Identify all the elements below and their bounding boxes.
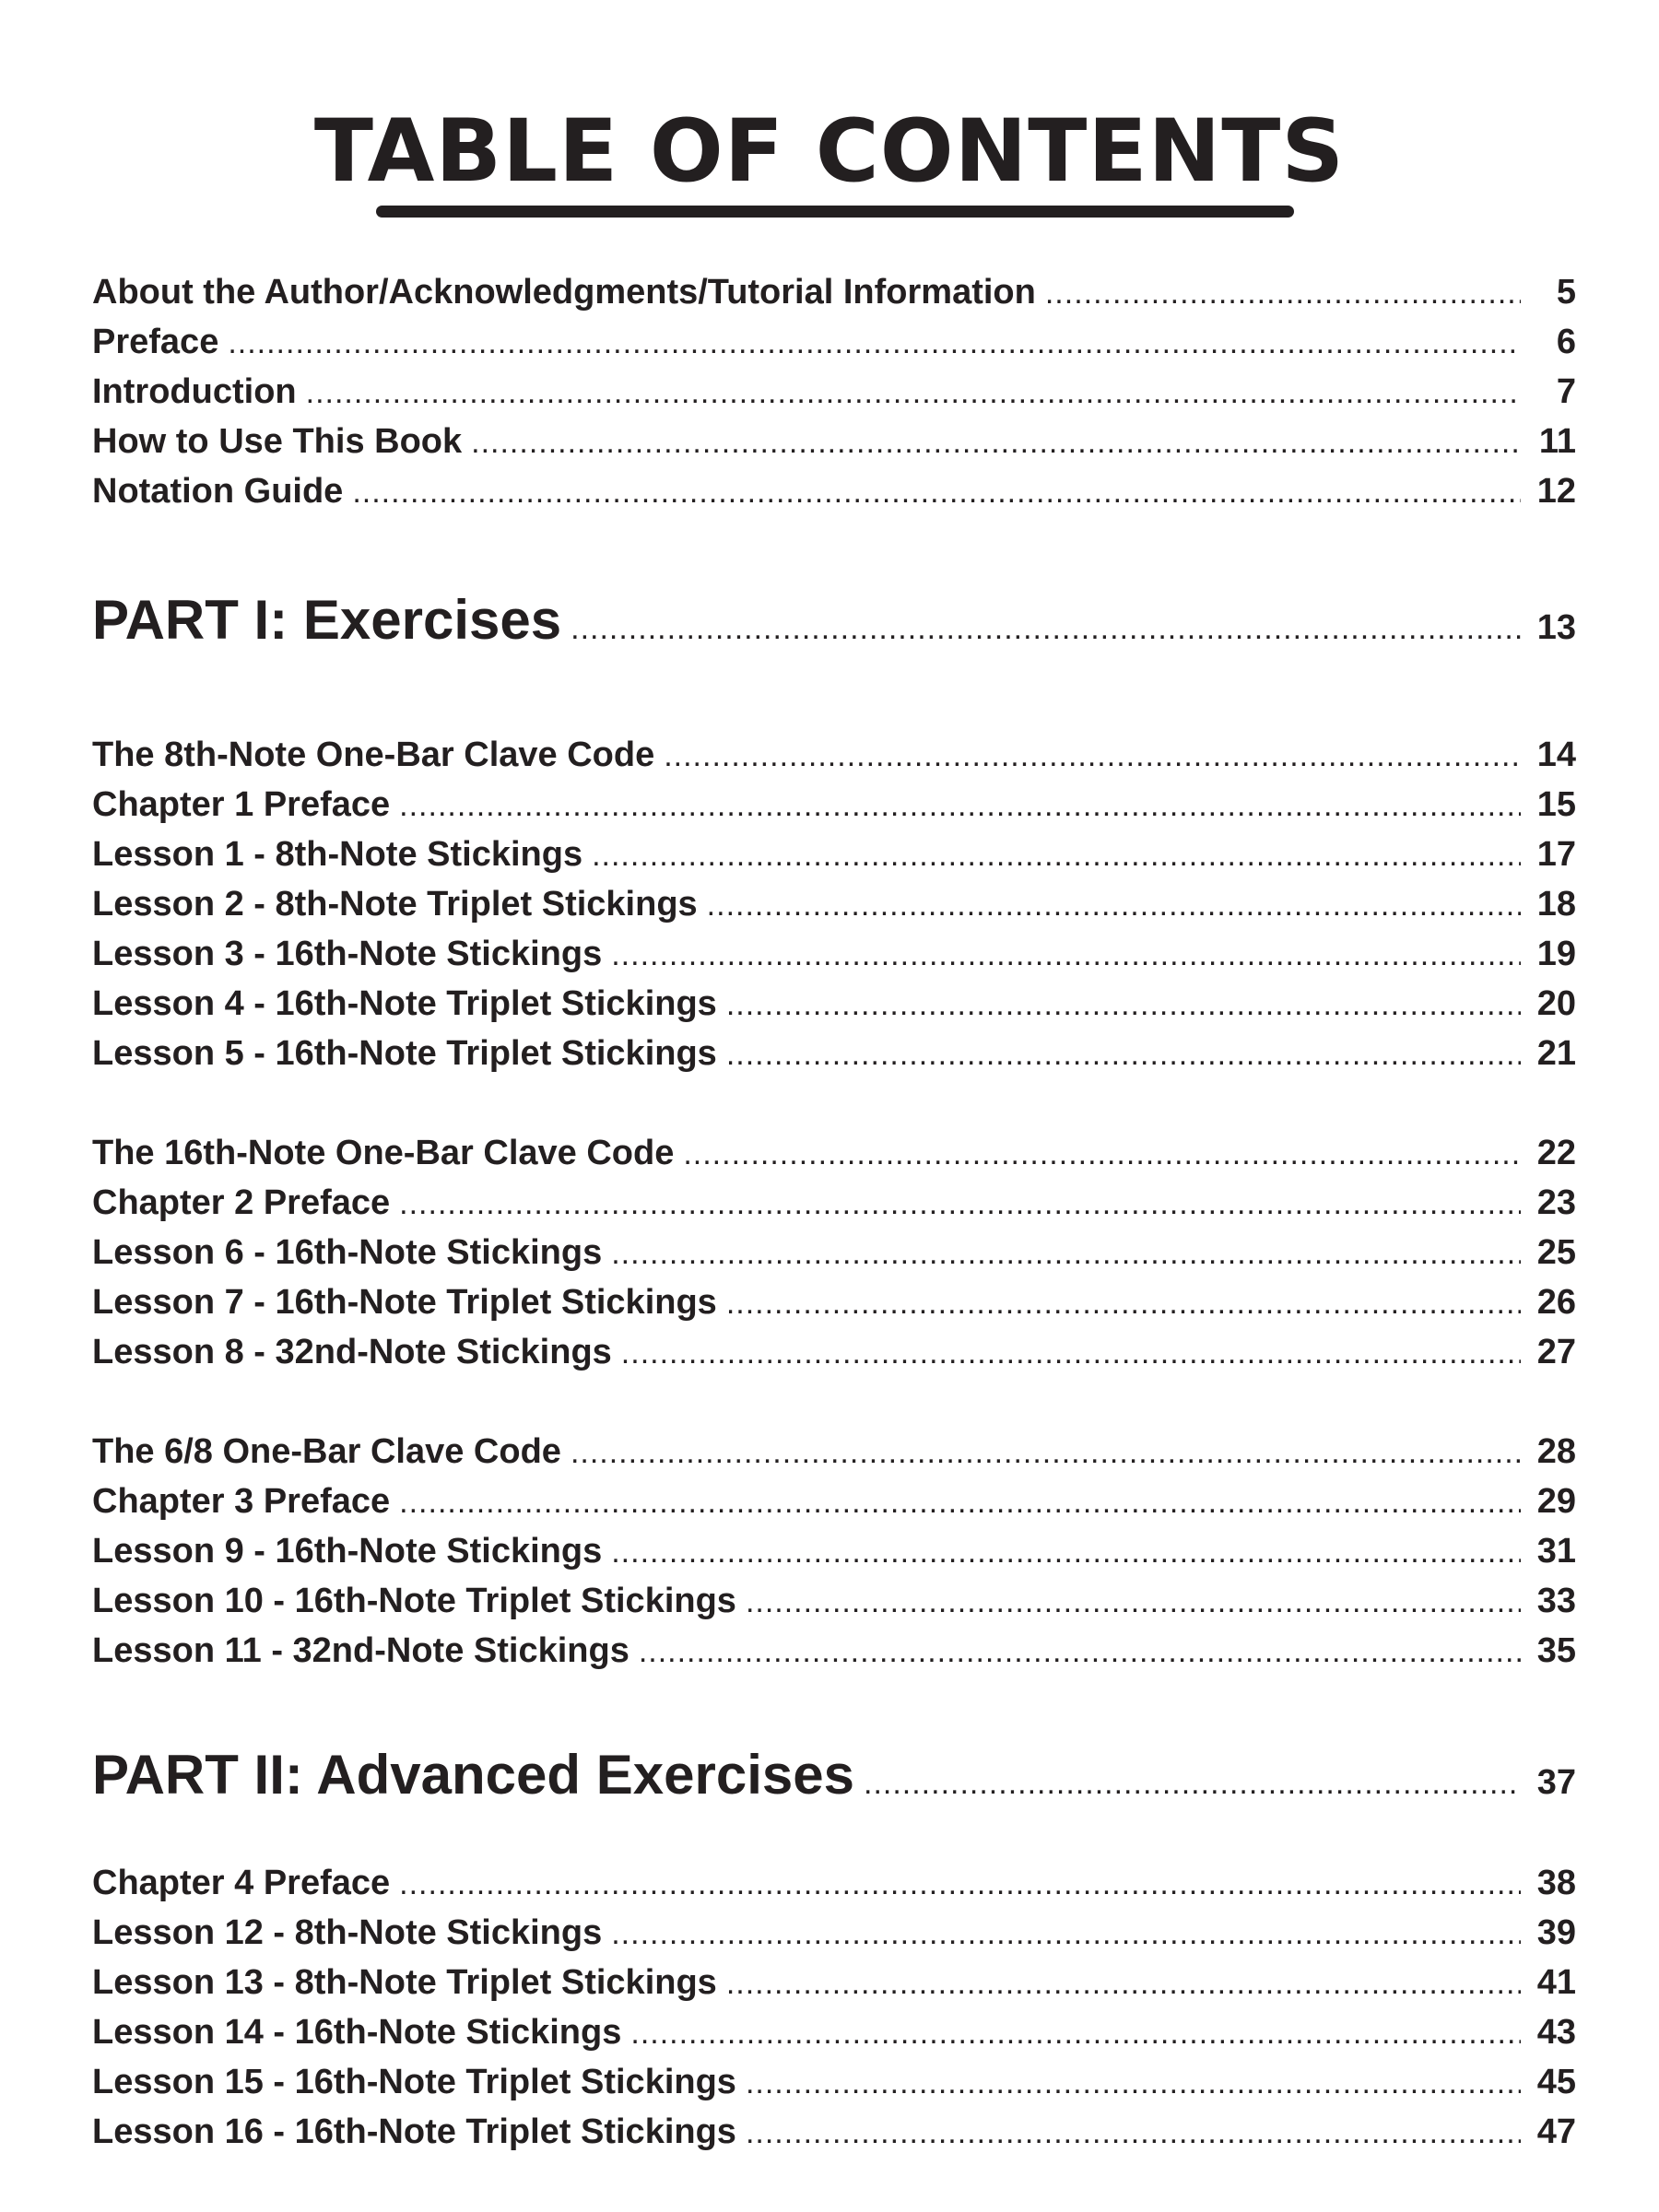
toc-entry[interactable] (92, 1628, 1576, 1674)
page-title: TABLE OF CONTENTS (313, 101, 1346, 202)
title-underline (376, 206, 1294, 218)
toc-entry-label: The 6/8 One-Bar Clave Code (92, 1432, 561, 1471)
toc-entry-page: 29 (1536, 1482, 1576, 1521)
toc-entry-page: 6 (1556, 323, 1576, 361)
toc-entry-page: 22 (1536, 1134, 1576, 1172)
toc-leader (864, 1747, 1521, 1812)
toc-entry-page: 18 (1536, 885, 1576, 924)
toc-entry[interactable] (92, 2109, 1576, 2155)
toc-part-heading[interactable] (92, 583, 1576, 657)
toc-entry[interactable] (92, 2059, 1576, 2105)
toc-entry[interactable] (92, 1429, 1576, 1475)
toc-leader (228, 320, 1521, 365)
toc-entry-label: Chapter 1 Preface (92, 785, 391, 824)
toc-entry-page: 7 (1556, 372, 1576, 411)
toc-entry-page: 19 (1536, 935, 1576, 973)
toc-leader (707, 882, 1521, 927)
toc-entry[interactable] (92, 1910, 1576, 1956)
toc-entry-page: 5 (1556, 273, 1576, 312)
toc-entry[interactable] (92, 2009, 1576, 2055)
toc-entry-label: The 8th-Note One-Bar Clave Code (92, 735, 655, 774)
toc-leader (611, 1529, 1521, 1574)
toc-leader (726, 1031, 1521, 1077)
toc-entry[interactable] (92, 1959, 1576, 2006)
toc-entry[interactable] (92, 319, 1576, 365)
toc-leader (1045, 270, 1521, 315)
toc-entry-label: Chapter 3 Preface (92, 1482, 391, 1521)
toc-entry-page: 15 (1536, 785, 1576, 824)
toc-entry[interactable] (92, 1478, 1576, 1524)
toc-entry[interactable] (92, 981, 1576, 1027)
toc-leader (683, 1131, 1521, 1176)
toc-entry[interactable] (92, 732, 1576, 778)
toc-entry-page: 31 (1536, 1532, 1576, 1571)
toc-leader (726, 1960, 1521, 2006)
toc-entry[interactable] (92, 1030, 1576, 1077)
toc-leader (399, 1861, 1521, 1906)
toc-entry-page: 45 (1536, 2063, 1576, 2101)
toc-entry[interactable] (92, 831, 1576, 877)
toc-leader (306, 370, 1521, 415)
toc-entry-label: Lesson 4 - 16th-Note Triplet Stickings (92, 984, 717, 1023)
toc-entry[interactable] (92, 1578, 1576, 1624)
toc-entry-page: 13 (1536, 608, 1576, 647)
toc-leader (471, 419, 1521, 465)
toc-leader (611, 1911, 1521, 1956)
toc-entry-label: Chapter 2 Preface (92, 1183, 391, 1222)
toc-entry-label: Lesson 1 - 8th-Note Stickings (92, 835, 583, 874)
toc-entry-label: Lesson 8 - 32nd-Note Stickings (92, 1333, 612, 1371)
toc-entry[interactable] (92, 468, 1576, 514)
toc-entry-page: 28 (1536, 1432, 1576, 1471)
toc-leader (611, 932, 1521, 977)
toc-entry-page: 21 (1536, 1034, 1576, 1073)
toc-entry-page: 38 (1536, 1864, 1576, 1902)
toc-entry-label: About the Author/Acknowledgments/Tutorial Information (92, 273, 1036, 312)
toc-entry-page: 39 (1536, 1913, 1576, 1952)
toc-leader (571, 592, 1521, 657)
toc-entry-label: Lesson 5 - 16th-Note Triplet Stickings (92, 1034, 717, 1073)
toc-entry-label: Preface (92, 323, 219, 361)
toc-entry-label: Chapter 4 Preface (92, 1864, 391, 1902)
toc-leader (621, 1330, 1521, 1375)
toc-entry[interactable] (92, 1329, 1576, 1375)
toc-leader (639, 1629, 1521, 1674)
toc-part-heading[interactable] (92, 1738, 1576, 1812)
toc-leader (592, 832, 1521, 877)
toc-entry-label: Lesson 15 - 16th-Note Triplet Stickings (92, 2063, 736, 2101)
toc-entry-page: 23 (1536, 1183, 1576, 1222)
toc-leader (571, 1430, 1521, 1475)
toc-entry[interactable] (92, 418, 1576, 465)
toc-entry-label: Lesson 12 - 8th-Note Stickings (92, 1913, 603, 1952)
toc-leader (399, 1479, 1521, 1524)
toc-entry-page: 37 (1536, 1763, 1576, 1802)
toc-entry[interactable] (92, 881, 1576, 927)
toc-entry-label: Lesson 6 - 16th-Note Stickings (92, 1233, 603, 1272)
toc-entry-label: Lesson 16 - 16th-Note Triplet Stickings (92, 2112, 736, 2151)
toc-entry-page: 35 (1536, 1631, 1576, 1670)
toc-entry-page: 11 (1538, 422, 1576, 461)
toc-entry[interactable] (92, 1180, 1576, 1226)
toc-entry-page: 12 (1536, 472, 1576, 511)
toc-entry-label: Lesson 2 - 8th-Note Triplet Stickings (92, 885, 698, 924)
toc-leader (399, 1181, 1521, 1226)
toc-entry-label: Lesson 7 - 16th-Note Triplet Stickings (92, 1283, 717, 1322)
toc-entry[interactable] (92, 782, 1576, 828)
toc-leader (630, 2010, 1521, 2055)
toc-entry[interactable] (92, 369, 1576, 415)
toc-leader (726, 982, 1521, 1027)
toc-part-label: PART II: Advanced Exercises (92, 1744, 854, 1806)
toc-entry-page: 33 (1536, 1582, 1576, 1620)
toc-leader (611, 1230, 1521, 1276)
toc-entry-label: Notation Guide (92, 472, 344, 511)
toc-entry[interactable] (92, 931, 1576, 977)
toc-entry[interactable] (92, 269, 1576, 315)
toc-entry-page: 41 (1536, 1963, 1576, 2002)
toc-entry-page: 47 (1536, 2112, 1576, 2151)
toc-entry[interactable] (92, 1860, 1576, 1906)
toc-entry[interactable] (92, 1279, 1576, 1325)
toc-entry-page: 17 (1536, 835, 1576, 874)
toc-entry-page: 25 (1536, 1233, 1576, 1272)
toc-entry[interactable] (92, 1230, 1576, 1276)
toc-entry-label: The 16th-Note One-Bar Clave Code (92, 1134, 675, 1172)
toc-leader (664, 733, 1521, 778)
toc-entry-label: Lesson 11 - 32nd-Note Stickings (92, 1631, 629, 1670)
toc-entry-page: 26 (1536, 1283, 1576, 1322)
toc-leader (726, 1280, 1521, 1325)
toc-leader (746, 1579, 1521, 1624)
toc-entry-page: 43 (1536, 2013, 1576, 2052)
toc-entry-page: 20 (1536, 984, 1576, 1023)
toc-part-label: PART I: Exercises (92, 589, 562, 651)
toc-entry-page: 14 (1536, 735, 1576, 774)
toc-leader (399, 782, 1521, 828)
toc-entry-label: Lesson 9 - 16th-Note Stickings (92, 1532, 603, 1571)
toc-entry[interactable] (92, 1130, 1576, 1176)
toc-leader (746, 2110, 1521, 2155)
toc-leader (352, 469, 1521, 514)
toc-entry-label: Lesson 13 - 8th-Note Triplet Stickings (92, 1963, 717, 2002)
toc-entry-label: How to Use This Book (92, 422, 463, 461)
toc-entry-label: Lesson 3 - 16th-Note Stickings (92, 935, 603, 973)
toc-entry-page: 27 (1536, 1333, 1576, 1371)
toc-entry-label: Lesson 14 - 16th-Note Stickings (92, 2013, 622, 2052)
toc-leader (746, 2060, 1521, 2105)
toc-entry[interactable] (92, 1528, 1576, 1574)
toc-entry-label: Introduction (92, 372, 297, 411)
toc-entry-label: Lesson 10 - 16th-Note Triplet Stickings (92, 1582, 736, 1620)
